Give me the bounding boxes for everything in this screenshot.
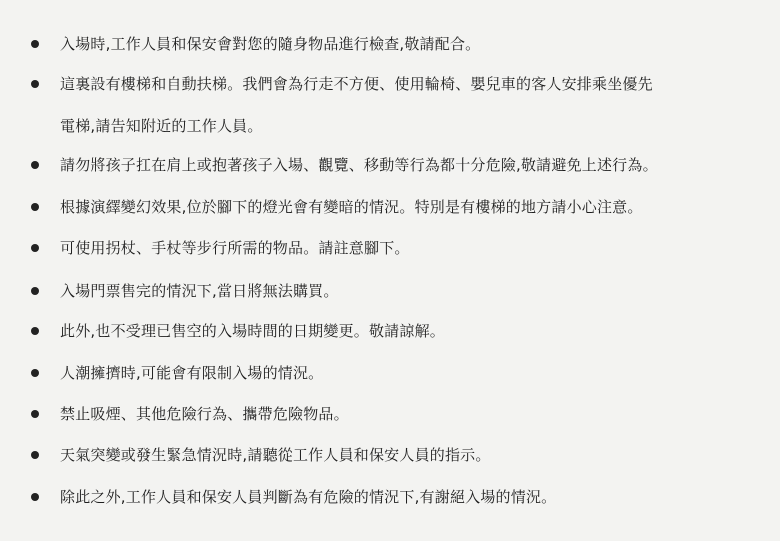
notice-text: 天氣突變或發生緊急情況時,請聽從工作人員和保安人員的指示。 [60, 446, 491, 464]
notice-text: 人潮擁擠時,可能會有限制入場的情況。 [60, 364, 324, 382]
notice-text: 請勿將孩子扛在肩上或抱著孩子入場、觀覽、移動等行為都十分危險,敬請避免上述行為。 [60, 156, 658, 174]
notice-text: 除此之外,工作人員和保安人員判斷為有危險的情況下,有謝絕入場的情況。 [60, 488, 557, 506]
notice-text-continued: 電梯,請告知附近的工作人員。 [60, 117, 263, 135]
notice-text: 此外,也不受理已售空的入場時間的日期變更。敬請諒解。 [60, 322, 445, 340]
notice-text: 禁止吸煙、其他危險行為、攜帶危險物品。 [60, 405, 349, 423]
notice-text: 入場門票售完的情況下,當日將無法購買。 [60, 282, 339, 300]
bullet-icon [31, 493, 39, 501]
notice-text: 入場時,工作人員和保安會對您的隨身物品進行檢查,敬請配合。 [60, 35, 481, 53]
bullet-icon [31, 203, 39, 211]
bullet-icon [31, 80, 39, 88]
notice-text: 可使用拐杖、手杖等步行所需的物品。請註意腳下。 [60, 239, 410, 257]
notice-text: 這裏設有樓梯和自動扶梯。我們會為行走不方便、使用輪椅、嬰兒車的客人安排乘坐優先 [60, 75, 653, 93]
bullet-icon [31, 287, 39, 295]
bullet-icon [31, 244, 39, 252]
bullet-icon [31, 161, 39, 169]
bullet-icon [31, 40, 39, 48]
bullet-icon [31, 327, 39, 335]
bullet-icon [31, 369, 39, 377]
bullet-icon [31, 410, 39, 418]
notice-text: 根據演繹變幻效果,位於腳下的燈光會有變暗的情況。特別是有樓梯的地方請小心注意。 [60, 198, 643, 216]
bullet-icon [31, 451, 39, 459]
